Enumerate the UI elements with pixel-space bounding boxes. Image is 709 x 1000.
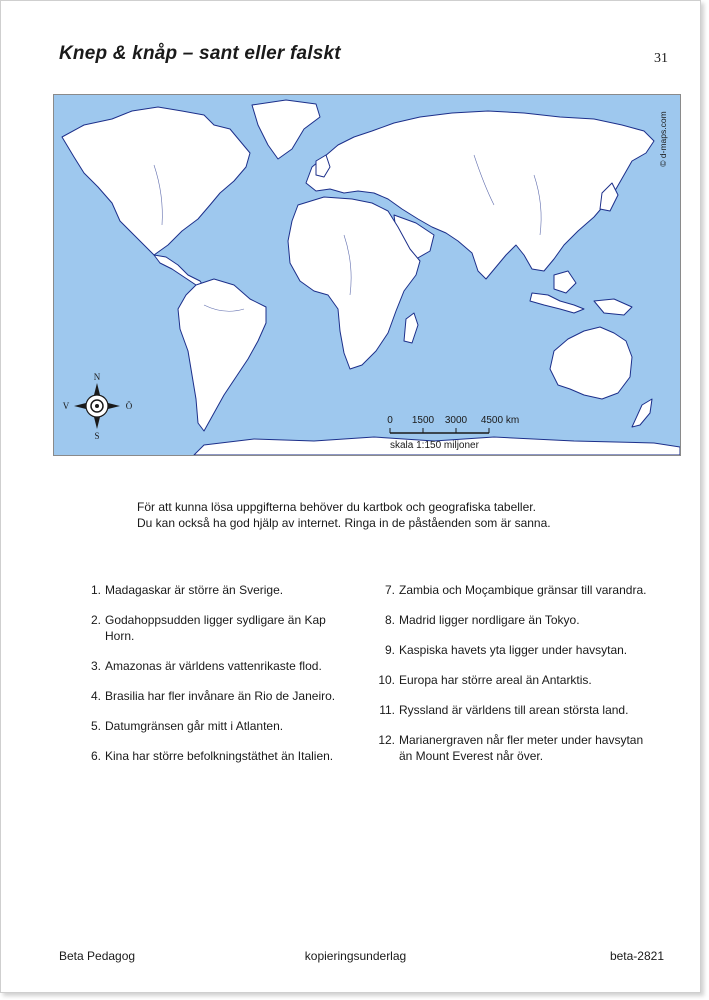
compass-north-label: N (93, 372, 101, 382)
question-number: 4. (90, 688, 101, 703)
compass-south-label: S (94, 431, 100, 441)
compass-east-arrow-icon (108, 403, 120, 409)
question-text: Ryssland är världens till arean största land. (399, 703, 629, 717)
footer-code: beta-2821 (609, 949, 664, 963)
question-text: Kina har större befolkningstäthet än Italien. (105, 748, 334, 763)
question-item[interactable] (85, 659, 355, 675)
world-map-graphic (54, 95, 680, 455)
footer-label: kopieringsunderlag (304, 949, 407, 963)
compass-east-label: Ö (125, 401, 133, 411)
question-number: 8. (384, 613, 395, 627)
australia-shape (550, 327, 632, 399)
question-text: Amazonas är världens vattenrikaste flod. (105, 658, 322, 673)
south-america-shape (178, 279, 266, 431)
question-text: Europa har större areal än Antarktis. (399, 673, 592, 687)
question-text: Madagaskar är större än Sverige. (105, 583, 284, 597)
question-number: 5. (90, 718, 101, 733)
new-guinea-shape (594, 299, 632, 315)
question-number: 12. (378, 733, 395, 747)
compass-west-arrow-icon (74, 403, 86, 409)
question-number: 6. (90, 748, 101, 763)
north-america-shape (62, 107, 250, 255)
indonesia-shape (530, 293, 584, 313)
scale-tick-4500: 4500 km (480, 415, 520, 426)
question-item[interactable] (85, 689, 355, 705)
question-number: 11. (379, 703, 395, 717)
world-map (53, 94, 681, 456)
intro-text (137, 499, 637, 531)
question-item[interactable] (379, 673, 649, 689)
question-item[interactable] (379, 613, 649, 629)
compass-north-arrow-icon (94, 383, 100, 395)
question-text: Datumgränsen går mitt i Atlanten. (105, 718, 284, 733)
question-number: 3. (90, 658, 101, 673)
intro-line-1: För att kunna lösa uppgifterna behöver du kartbok och geografiska tabeller. (137, 500, 536, 514)
map-credit: © d-maps.com (658, 111, 668, 167)
question-number: 7. (384, 583, 395, 597)
page-number: 31 (654, 51, 668, 66)
question-number: 10. (378, 673, 395, 687)
question-number: 9. (384, 643, 395, 657)
compass-south-arrow-icon (94, 417, 100, 429)
central-america-shape (154, 255, 204, 287)
question-text: Godahoppsudden ligger sydligare än Kap Horn. (105, 613, 326, 643)
questions-right-column (379, 583, 649, 779)
question-item[interactable] (85, 749, 355, 765)
question-item[interactable] (379, 643, 649, 659)
question-item[interactable] (379, 733, 649, 764)
greenland-shape (252, 100, 320, 159)
question-item[interactable] (85, 583, 355, 599)
question-item[interactable] (379, 583, 649, 599)
question-text: Zambia och Moçambique gränsar till varandra. (399, 583, 647, 597)
question-number: 2. (90, 613, 101, 627)
question-number: 1. (90, 583, 101, 597)
question-text: Brasilia har fler invånare än Rio de Janeiro. (105, 688, 336, 703)
footer-publisher: Beta Pedagog (59, 949, 136, 963)
questions-left-column (85, 583, 355, 779)
question-text: Kaspiska havets yta ligger under havsytan. (399, 643, 628, 657)
question-item[interactable] (379, 703, 649, 719)
compass-center-icon (95, 404, 99, 408)
scale-text: skala 1:150 miljoner (390, 440, 479, 451)
compass-west-label: V (62, 401, 70, 411)
scale-tick-0: 0 (387, 415, 393, 426)
page-title: Knep & knåp – sant eller falskt (59, 43, 341, 64)
compass-rose (63, 372, 133, 441)
borneo-shape (554, 271, 576, 293)
new-zealand-shape (632, 399, 652, 427)
scale-tick-1500: 1500 (411, 415, 435, 426)
scale-tick-3000: 3000 (444, 415, 468, 426)
intro-line-2: Du kan också ha god hjälp av internet. Ringa in de påståenden som är sanna. (137, 516, 551, 530)
madagascar-shape (404, 313, 418, 343)
question-text: Marianergraven når fler meter under havsytan än Mount Everest når över. (399, 733, 644, 763)
question-item[interactable] (85, 719, 355, 735)
question-item[interactable] (85, 613, 355, 644)
question-text: Madrid ligger nordligare än Tokyo. (399, 613, 580, 627)
